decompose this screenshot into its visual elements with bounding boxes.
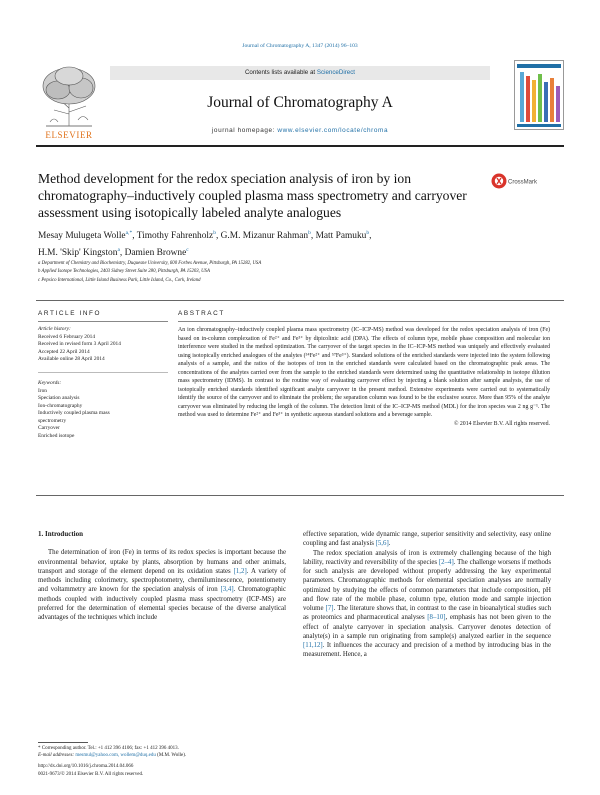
issn-line: 0021-9673/© 2014 Elsevier B.V. All rights reserved. <box>38 772 144 777</box>
keyword-item: Iron <box>38 387 47 394</box>
history-received: Received 6 February 2014 <box>38 333 96 340</box>
abstract-rule <box>178 321 550 322</box>
authors-line-2: H.M. 'Skip' Kingston$^a$, Damien Browne$^c$ <box>38 247 189 259</box>
homepage-url-link[interactable]: www.elsevier.com/locate/chroma <box>277 127 389 134</box>
footnote-email: E-mail addresses: mesmul@yahoo.com, wollem@duq.edu (M.M. Wolle). <box>38 753 187 758</box>
journal-header <box>36 58 564 142</box>
abstract-body <box>178 326 550 429</box>
keywords <box>38 380 168 440</box>
contents-available-band <box>110 66 490 80</box>
keywords-rule <box>38 372 168 373</box>
citation-link[interactable]: [8–10] <box>427 614 446 622</box>
email-links[interactable]: mesmul@yahoo.com, wollem@duq.edu <box>75 753 156 758</box>
journal-citation[interactable]: Journal of Chromatography A, 1347 (2014) 96–103 <box>242 43 358 49</box>
body-column-right <box>303 530 551 660</box>
author-link[interactable]: G.M. Mizanur Rahman <box>220 231 309 242</box>
footnote-rule <box>38 742 88 743</box>
affil-mark[interactable]: a <box>117 247 120 254</box>
keyword-item: Ion-chromatography <box>38 402 83 409</box>
crossmark-icon[interactable] <box>491 170 538 192</box>
affil-mark[interactable]: b <box>366 230 370 236</box>
affil-mark[interactable]: b <box>308 230 311 236</box>
abstract-copyright: © 2014 Elsevier B.V. All rights reserved. <box>453 421 550 428</box>
citation-link[interactable]: [7] <box>325 605 334 612</box>
author-link[interactable]: Matt Pamuku <box>315 231 367 242</box>
keyword-item: Inductively coupled plasma mass <box>38 410 110 416</box>
history-online: Available online 28 April 2014 <box>38 356 105 362</box>
citation-link[interactable]: [11,12] <box>303 642 323 649</box>
affiliation-a: a Department of Chemistry and Biochemistry, Duquesne University, 600 Forbes Avenue, Pittsburgh, PA 15282, USA <box>38 261 262 266</box>
article-info-label: ARTICLE INFO <box>38 310 102 317</box>
author-link[interactable]: Mesay Mulugeta Wolle <box>38 231 126 242</box>
author-link[interactable]: Damien Browne <box>124 248 187 259</box>
homepage-prefix: journal homepage: <box>211 127 278 134</box>
affil-mark[interactable]: c <box>186 247 189 254</box>
citation-link[interactable]: [3,4] <box>220 586 234 594</box>
history-accepted: Accepted 22 April 2014 <box>38 348 90 355</box>
author-link[interactable]: H.M. 'Skip' Kingston <box>38 248 118 259</box>
intro-paragraph-1: The determination of iron (Fe) in terms of its redox species is important because the environmental behavior, uptake by plants, absorption by humans and other animals, transport and storage of the element depend on its oxidation states [1,2]. A variety of methods including colorimetry, spectrophotometry, chemiluminescence, potentiometry and voltammetry are known for the speciation analysis of iron [3,4]. Chromatographic methods coupled with inductively coupled plasma mass spectrometry (ICP-MS) are preferred for the determination of elemental species because of the diverse analytical advantages of the techniques which include <box>38 549 286 621</box>
keywords-heading: Keywords: <box>38 380 62 386</box>
abstract-text: An ion chromatography–inductively coupled plasma mass spectrometry (IC–ICP-MS) method was developed for the redox speciation analysis of iron (Fe) based on in-column complexation of Fe²⁺ and Fe³⁺ by dipicolinic acid (DPA). The effects of column type, mobile phase composition and molecular ion interference were studied in the method optimization. The carryover of the target species in the IC–ICP-MS method was uniquely and effectively evaluated using isotopically enriched analogues of the analytes (⁵⁴Fe²⁺ and ⁵⁷Fe³⁺). Standard solutions of the enriched standards were injected into the system following analysis of a sample, and the ratios of the isotopes of iron in the enriched standards were calculated based on the chromatographic peak areas. The concentrations of the analytes carried over from the sample to the enriched standards were determined using the quantitative relationship in isotope dilution mass spectrometry (IDMS). In contrast to the routine way of evaluating carryover effect by injecting a blank solution after sample analysis, the use of isotopically enriched standards identified significant analyte carryover in the present method. Extensive experiments were carried out to systematically identify the source of the carryover and to eliminate the problem; the separation column was found to be the exclusive source. More than 95% of the analyte carryover was eliminated by reducing the length of the column. The detection limit of the IC–ICP-MS method (MDL) for the iron species was 2 ng g⁻¹. The method was used to determine Fe²⁺ and Fe³⁺ in synthetic aqueous standard solutions and a beverage sample. <box>178 327 550 419</box>
affiliation-b: b Applied Isotope Technologies, 2403 Sidney Street Suite 280, Pittsburgh, PA 15203, USA <box>38 269 210 275</box>
journal-masthead <box>110 66 490 134</box>
keyword-item: spectrometry <box>38 417 67 424</box>
header-divider <box>36 145 564 147</box>
intro-paragraph-continued: effective separation, wide dynamic range, superior sensitivity and selectivity, easy online coupling and fast analysis [5,6]. <box>303 531 551 548</box>
journal-homepage <box>110 127 490 134</box>
citation-link[interactable]: [5,6] <box>375 540 389 548</box>
affil-mark[interactable]: b <box>213 230 216 236</box>
history-heading: Article history: <box>38 326 71 332</box>
affiliations <box>38 260 518 285</box>
corresponding-mark[interactable]: * <box>129 230 133 236</box>
body-column-left <box>38 530 286 622</box>
intro-paragraph-2: The redox speciation analysis of iron is extremely challenging because of the high lability, reactivity and reversibility of the species [2–4]. The challenge worsens if methods for such analysis are developed without properly addressing the key experimental parameters. Chromatographic methods for elemental speciation analyses are normally optimized by studying the effects of common parameters that include composition, pH and flow rate of the mobile phase, column type, elution mode and sample injection volume [7]. The literature shows that, in contrast to the case in bioanalytical studies such as proteomics and pharmaceutical analyses [8–10], emphasis has not been given to the effect of analyte carryover in speciation analysis. Carryover denotes detection of analyte(s) in a sample run originating from sample(s) analyzed earlier in the sequence [11,12]. It influences the accuracy and precision of a method by introducing bias in the measurement. Hence, a <box>303 549 552 659</box>
abstract-label: ABSTRACT <box>178 310 225 317</box>
footnote-corresponding: * Corresponding author. Tel.: +1 412 396 4106; fax: +1 412 396 4013. <box>38 746 179 751</box>
doi-link[interactable]: http://dx.doi.org/10.1016/j.chroma.2014.04.066 <box>38 764 134 769</box>
abstract-divider <box>36 495 564 496</box>
journal-cover-thumbnail <box>514 60 564 130</box>
keyword-item: Enriched isotope <box>38 432 75 439</box>
author-link[interactable]: Timothy Fahrenholz <box>136 231 214 242</box>
contents-prefix: Contents lists available at <box>244 69 317 76</box>
author-list <box>38 226 518 260</box>
article-history <box>38 326 168 364</box>
paper-title: Method development for the redox speciation analysis of iron by ion chromatography–inductively coupled plasma mass spectrometry and carryover assessment using isotopically labeled analyte analogues <box>38 171 467 220</box>
affil-mark[interactable]: a, <box>125 230 130 236</box>
citation-link[interactable]: [1,2] <box>233 567 247 575</box>
authors-line-1: Mesay Mulugeta Wolle$^{a,*}$, Timothy Fahrenholz$^b$, G.M. Mizanur Rahman$^b$, Matt Pamuku$^b$, <box>38 230 372 242</box>
sciencedirect-link[interactable]: ScienceDirect <box>316 69 356 76</box>
article-info-rule <box>38 321 168 322</box>
keyword-item: Carryover <box>38 425 60 431</box>
citation-link[interactable]: [2–4] <box>438 558 454 566</box>
crossmark-label: CrossMark <box>508 179 538 186</box>
elsevier-wordmark: ELSEVIER <box>45 130 93 140</box>
keyword-item: Speciation analysis <box>38 395 80 401</box>
section-heading: 1. Introduction <box>38 530 83 538</box>
elsevier-tree-logo <box>36 62 102 134</box>
affiliation-divider <box>36 300 564 301</box>
affiliation-c: c Pepsico International, Little Island Business Park, Little Island, Co., Cork, Ireland <box>38 277 201 283</box>
journal-title: Journal of Chromatography A <box>207 94 393 111</box>
history-revised: Received in revised form 3 April 2014 <box>38 341 121 347</box>
